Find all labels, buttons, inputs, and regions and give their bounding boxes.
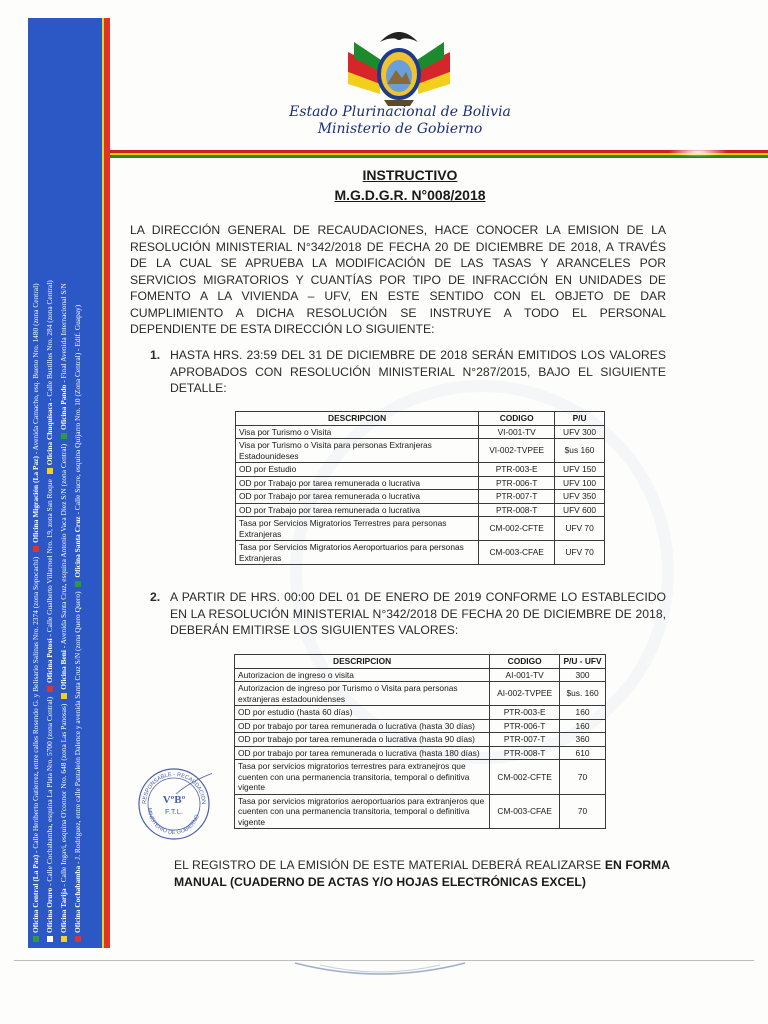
cell-price: 160 — [560, 719, 606, 733]
table-row — [235, 794, 606, 829]
cell-desc: Tasa por servicios migratorios aeroportuarios para extranjeros que cuenten con una permanencia transitoria, temporal o definitiva vigente — [235, 794, 490, 829]
cell-code: CM-002-CFTE — [479, 517, 555, 541]
cell-desc: OD por Trabajo por tarea remunerada o lucrativa — [236, 490, 479, 504]
cell-price: UFV 150 — [555, 463, 605, 477]
table-row — [236, 439, 605, 463]
office-potosi-address: Calle Gualberto Villarroel Nro. 19, zona San Roque — [45, 479, 54, 633]
cell-price: UFV 350 — [555, 490, 605, 504]
office-tarija: Oficina Tarija — [59, 888, 68, 933]
item-1-number: 1. — [150, 348, 161, 362]
cell-price: 360 — [560, 733, 606, 747]
cell-code: PTR-006-T — [479, 476, 555, 490]
cell-code: CM-003-CFAE — [479, 541, 555, 565]
office-central-address: Calle Heriberto Gutierrez, entre calles Rosendo G. y Belisario Salinas Nro. 2374 (zona Sopocachi) — [31, 556, 40, 849]
sidebar-line-4: Oficina Cochabamba - J. Rodriguez, entre calle Pantaleón Dalence y avenida Santa Cruz S/N (zona Quero Quero) Oficina Santa Cruz - Calle Sucre, esquina Quijarro Nro. 10 (Zona Central) - Edif. Guapay) — [72, 155, 83, 945]
office-migracion: Oficina Migración (La Paz) — [31, 456, 40, 543]
table-row — [236, 490, 605, 504]
yellow-square-icon — [47, 468, 53, 474]
table-row — [236, 541, 605, 565]
item-1 — [150, 347, 666, 397]
table-row — [235, 706, 606, 720]
cell-code: AI-001-TV — [490, 668, 560, 682]
item-2-number: 2. — [150, 590, 161, 604]
cell-desc: Tasa por Servicios Migratorios Terrestres para personas Extranjeras — [236, 517, 479, 541]
state-name: Estado Plurinacional de Bolivia — [289, 104, 511, 120]
footer-emblem-arc — [290, 955, 470, 985]
office-central: Oficina Central (La Paz) — [31, 854, 40, 933]
col-pu: P/U — [555, 412, 605, 426]
office-pando-address: Final Avenida Internacional S/N — [59, 283, 68, 379]
cell-desc: OD por trabajo por tarea remunerada o lucrativa (hasta 30 días) — [235, 719, 490, 733]
col-descripcion: DESCRIPCION — [236, 412, 479, 426]
col-codigo: CODIGO — [490, 655, 560, 669]
sidebar-addresses — [30, 155, 83, 945]
intro-paragraph: LA DIRECCIÓN GENERAL DE RECAUDACIONES, HACE CONOCER LA EMISION DE LA RESOLUCIÓN MINISTERIAL N°342/2018 DE FECHA 20 DE DICIEMBRE DE 2018, A TRAVÉS DE LA CUAL SE APRUEBA LA MODIFICACIÓN DE LAS TASAS Y ARANCELES POR SERVICIOS MIGRATORIOS Y CUANTÍAS POR TIPO DE INFRACCIÓN EN UNIDADES DE FOMENTO A LA VIVIENDA – UFV, EN ESTE SENTIDO CON EL OBJETO DE DAR CUMPLIMIENTO A DICHA RESOLUCIÓN SE INSTRUYE A TODO EL PERSONAL DEPENDIENTE DE ESTA DIRECCIÓN LO SIGUIENTE: — [130, 223, 666, 336]
red-square-icon — [75, 936, 81, 942]
col-pu-ufv: P/U - UFV — [560, 655, 606, 669]
table-row — [235, 760, 606, 795]
table-row — [236, 517, 605, 541]
office-santa-cruz: Oficina Santa Cruz — [73, 516, 82, 578]
cell-price: $us 160 — [555, 439, 605, 463]
cell-code: PTR-008-T — [479, 503, 555, 517]
office-santa-cruz-address: Calle Sucre, esquina Quijarro Nro. 10 (Zona Central) - Edif. Guapay) — [73, 304, 82, 511]
cell-code: PTR-008-T — [490, 746, 560, 760]
stamp-bottom-text: MINISTERIO DE GOBIERNO — [145, 807, 201, 837]
sidebar-line-1: Oficina Central (La Paz) - Calle Heriberto Gutierrez, entre calles Rosendo G. y Belisario Salinas Nro. 2374 (zona Sopocachi) Oficina Migración (La Paz) - Avenida Camacho, esq. Bueno Nro. 1480 (zona Central) — [30, 155, 41, 945]
closing-bold-text: EN FORMA MANUAL (CUADERNO DE ACTAS Y/O HOJAS ELECTRÓNICAS EXCEL) — [174, 858, 670, 889]
stamp-initials: F.T.L. — [165, 807, 183, 816]
table-row — [236, 463, 605, 477]
white-square-icon — [47, 936, 53, 942]
cell-desc: OD por Trabajo por tarea remunerada o lucrativa — [236, 476, 479, 490]
tricolor-rule — [110, 150, 768, 158]
table-row — [236, 476, 605, 490]
cell-price: UFV 600 — [555, 503, 605, 517]
sidebar-line-2: Oficina Oruro - Calle Cochabamba, esquina La Plata Nro. 5700 (zona Central) Oficina Potosí - Calle Gualberto Villarroel Nro. 19, zona San Roque Oficina Chuquisaca - Calle Bustillos Nro. 284 (zona Central) — [44, 155, 55, 945]
office-oruro: Oficina Oruro — [45, 887, 54, 933]
cell-code: VI-002-TVPEE — [479, 439, 555, 463]
cell-desc: Tasa por Servicios Migratorios Aeroportuarios para personas Extranjeras — [236, 541, 479, 565]
cell-price: UFV 100 — [555, 476, 605, 490]
stamp-top-text: RESPONSABLE - RECAUDACION — [141, 771, 207, 805]
cell-price: UFV 300 — [555, 425, 605, 439]
cell-desc: OD por estudio (hasta 60 días) — [235, 706, 490, 720]
table-old-rates — [235, 411, 605, 565]
office-cochabamba: Oficina Cochabamba — [73, 865, 82, 933]
table-row — [235, 719, 606, 733]
office-potosi: Oficina Potosí — [45, 638, 54, 684]
item-2-text: A PARTIR DE HRS. 00:00 DEL 01 DE ENERO DE 2019 CONFORME LO ESTABLECIDO EN LA RESOLUCIÓN MINISTERIAL N°342/2018 DE FECHA 20 DE DICIEMBRE DE 2018, DEBERÁN EMITIRSE LOS SIGUIENTES VALORES: — [170, 590, 666, 637]
cell-price: 70 — [560, 760, 606, 795]
cell-desc: OD por Estudio — [236, 463, 479, 477]
table-new-rates — [234, 654, 606, 829]
cell-desc: Autorizacion de ingreso o visita — [235, 668, 490, 682]
office-cochabamba-address: J. Rodriguez, entre calle Pantaleón Dalence y avenida Santa Cruz S/N (zona Quero Quero) — [73, 591, 82, 860]
green-square-icon — [61, 433, 67, 439]
document-number: M.G.D.G.R. N°008/2018 — [334, 187, 486, 203]
office-chuquisaca: Oficina Chuquisaca — [45, 402, 54, 466]
cell-code: PTR-003-E — [479, 463, 555, 477]
red-square-icon — [33, 546, 39, 552]
table-row — [235, 733, 606, 747]
item-1-text: HASTA HRS. 23:59 DEL 31 DE DICIEMBRE DE 2018 SERÁN EMITIDOS LOS VALORES APROBADOS CON RESOLUCIÓN MINISTERIAL N°287/2015, BAJO EL SIGUIENTE DETALLE: — [170, 348, 666, 395]
cell-desc: Visa por Turismo o Visita para personas Extranjeras Estadounideses — [236, 439, 479, 463]
col-codigo: CODIGO — [479, 412, 555, 426]
table-row — [235, 668, 606, 682]
cell-code: PTR-006-T — [490, 719, 560, 733]
cell-code: CM-002-CFTE — [490, 760, 560, 795]
green-square-icon — [75, 581, 81, 587]
office-migracion-address: Avenida Camacho, esq. Bueno Nro. 1480 (zona Central) — [31, 283, 40, 451]
cell-desc: Autorizacion de ingreso por Turismo o Visita para personas extranjeras estadounidenses — [235, 682, 490, 706]
ministry-name: Ministerio de Gobierno — [317, 121, 483, 137]
yellow-square-icon — [61, 693, 67, 699]
cell-price: 70 — [560, 794, 606, 829]
office-chuquisaca-address: Calle Bustillos Nro. 284 (zona Central) — [45, 280, 54, 397]
cell-price: $us. 160 — [560, 682, 606, 706]
yellow-square-icon — [61, 936, 67, 942]
cell-desc: OD por trabajo por tarea remunerada o lucrativa (hasta 90 días) — [235, 733, 490, 747]
table-row — [235, 746, 606, 760]
cell-price: UFV 70 — [555, 517, 605, 541]
office-beni: Oficina Beni — [59, 650, 68, 690]
sidebar-line-3: Oficina Tarija - Calle Ingavi, esquina O'connor Nro. 648 (zona Las Panosas) Oficina Beni - Avenida Santa Cruz, esquina Antonio Vaca Diez S/N (zona Central) Oficina Pando - Final Avenida Internacional S/N — [58, 155, 69, 945]
red-square-icon — [47, 686, 53, 692]
item-2 — [150, 589, 666, 639]
cell-price: UFV 70 — [555, 541, 605, 565]
closing-paragraph — [174, 857, 670, 890]
col-descripcion: DESCRIPCION — [235, 655, 490, 669]
cell-code: VI-001-TV — [479, 425, 555, 439]
table-row — [235, 682, 606, 706]
document-title: INSTRUCTIVO — [362, 167, 458, 183]
table-row — [236, 425, 605, 439]
cell-code: CM-003-CFAE — [490, 794, 560, 829]
stamp-center-text: VºBº — [162, 794, 186, 806]
office-pando: Oficina Pando — [59, 384, 68, 431]
cell-price: 610 — [560, 746, 606, 760]
cell-code: PTR-003-E — [490, 706, 560, 720]
cell-desc: Tasa por servicios migratorios terrestres para extranejros que cuenten con una permanencia transitoria, temporal o definitiva vigente — [235, 760, 490, 795]
office-beni-address: Avenida Santa Cruz, esquina Antonio Vaca Diez S/N (zona Central) — [59, 443, 68, 645]
table-header-row — [235, 655, 606, 669]
cell-desc: Visa por Turismo o Visita — [236, 425, 479, 439]
coat-of-arms-icon — [340, 22, 458, 110]
state-header — [200, 104, 600, 138]
office-tarija-address: Calle Ingavi, esquina O'connor Nro. 648 (zona Las Panosas) — [59, 703, 68, 883]
office-oruro-address: Calle Cochabamba, esquina La Plata Nro. 5700 (zona Central) — [45, 696, 54, 882]
cell-code: PTR-007-T — [479, 490, 555, 504]
cell-code: PTR-007-T — [490, 733, 560, 747]
cell-code: AI-002-TVPEE — [490, 682, 560, 706]
cell-desc: OD por Trabajo por tarea remunerada o lucrativa — [236, 503, 479, 517]
cell-price: 300 — [560, 668, 606, 682]
cell-desc: OD por trabajo por tarea remunerada o lucrativa (hasta 180 días) — [235, 746, 490, 760]
closing-plain-text: EL REGISTRO DE LA EMISIÓN DE ESTE MATERIAL DEBERÁ REALIZARSE — [174, 858, 605, 872]
table-row — [236, 503, 605, 517]
cell-price: 160 — [560, 706, 606, 720]
green-square-icon — [33, 936, 39, 942]
approval-stamp-icon — [136, 766, 212, 842]
table-header-row — [236, 412, 605, 426]
